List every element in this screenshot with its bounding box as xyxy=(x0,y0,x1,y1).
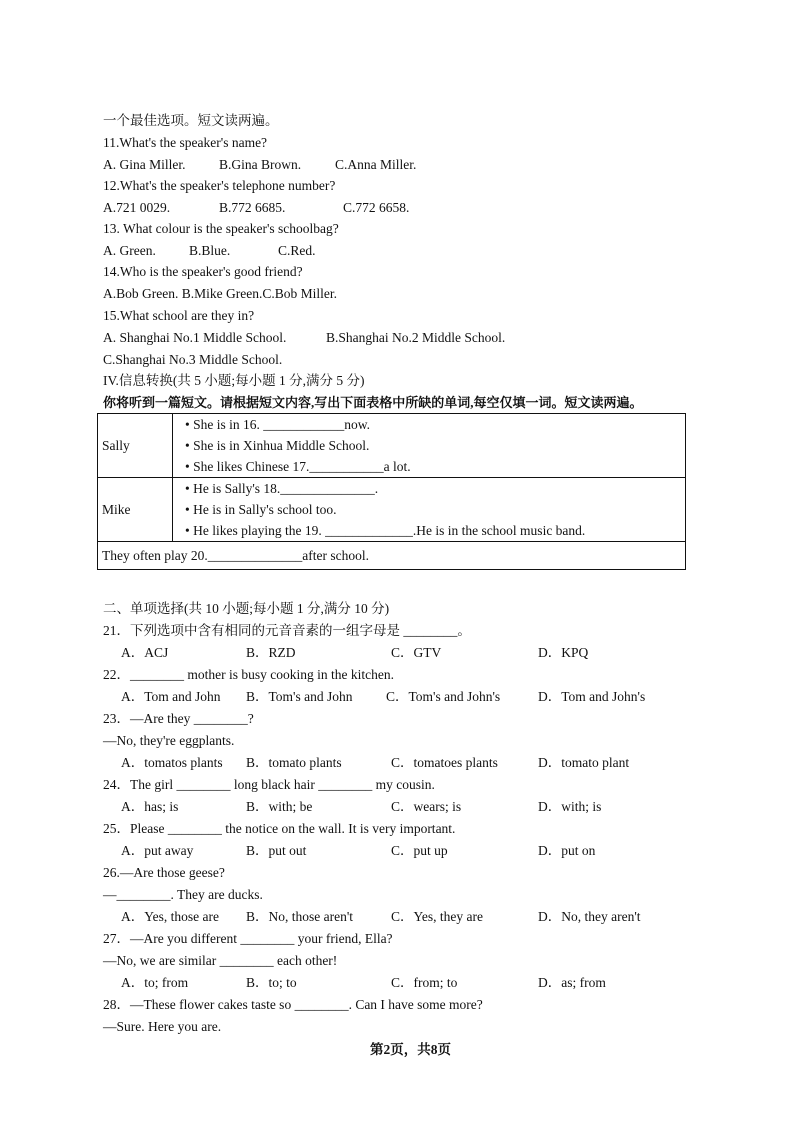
question-14: 14.Who is the speaker's good friend? xyxy=(103,264,303,279)
section4-title: IV.信息转换(共 5 小题;每小题 1 分,满分 5 分) xyxy=(103,373,365,388)
option-24d: D．with; is xyxy=(538,799,602,814)
row-items-sally xyxy=(173,414,686,478)
table-footer-row: They often play 20.______________after school. xyxy=(98,542,686,570)
option-11b: B.Gina Brown. xyxy=(219,157,302,172)
row-items-mike xyxy=(173,478,686,542)
info-table xyxy=(97,413,686,570)
option-15b: B.Shanghai No.2 Middle School. xyxy=(326,330,506,345)
listening-intro: 一个最佳选项。短文读两遍。 xyxy=(103,113,279,128)
table-item: • He is in Sally's school too. xyxy=(185,502,337,517)
option-23d: D．tomato plant xyxy=(538,755,630,770)
option-14: A.Bob Green. B.Mike Green.C.Bob Miller. xyxy=(103,286,337,301)
option-13c: C.Red. xyxy=(278,243,316,258)
table-row xyxy=(98,414,686,478)
table-item: • She is in 16. ____________now. xyxy=(185,417,370,432)
question-25: 25．Please ________ the notice on the wall. It is very important. xyxy=(103,821,456,836)
table-row xyxy=(98,478,686,542)
question-26: 26.—Are those geese? xyxy=(103,865,225,880)
table-item: • He is Sally's 18.______________. xyxy=(185,481,379,496)
section4-instruction: 你将听到一篇短文。请根据短文内容,写出下面表格中所缺的单词,每空仅填一词。短文读两遍。 xyxy=(103,395,643,410)
option-24c: C．wears; is xyxy=(391,799,462,814)
option-26b: B．No, those aren't xyxy=(246,909,354,924)
question-22: 22．________ mother is busy cooking in the kitchen. xyxy=(103,667,394,682)
question-24: 24．The girl ________ long black hair ________ my cousin. xyxy=(103,777,435,792)
option-25b: B．put out xyxy=(246,843,307,858)
option-26a: A．Yes, those are xyxy=(121,909,219,924)
question-21: 21．下列选项中含有相同的元音音素的一组字母是 ________。 xyxy=(103,623,471,638)
row-name-mike: Mike xyxy=(98,478,173,542)
option-27b: B．to; to xyxy=(246,975,297,990)
question-23: 23．—Are they ________? xyxy=(103,711,254,726)
option-24a: A．has; is xyxy=(121,799,179,814)
option-12a: A.721 0029. xyxy=(103,200,171,215)
table-item: • She is in Xinhua Middle School. xyxy=(185,438,370,453)
option-22c: C．Tom's and John's xyxy=(386,689,501,704)
page-number: 第2页，共8页 xyxy=(370,1042,451,1057)
option-27a: A．to; from xyxy=(121,975,189,990)
option-22a: A．Tom and John xyxy=(121,689,221,704)
question-27-response: —No, we are similar ________ each other! xyxy=(103,953,338,968)
option-24b: B．with; be xyxy=(246,799,313,814)
option-21c: C．GTV xyxy=(391,645,442,660)
option-26c: C．Yes, they are xyxy=(391,909,483,924)
option-11c: C.Anna Miller. xyxy=(335,157,417,172)
option-12b: B.772 6685. xyxy=(219,200,286,215)
option-22d: D．Tom and John's xyxy=(538,689,646,704)
question-28: 28．—These flower cakes taste so ________. Can I have some more? xyxy=(103,997,483,1012)
option-27d: D．as; from xyxy=(538,975,606,990)
option-22b: B．Tom's and John xyxy=(246,689,353,704)
option-27c: C．from; to xyxy=(391,975,458,990)
section2-title: 二、单项选择(共 10 小题;每小题 1 分,满分 10 分) xyxy=(103,601,390,616)
option-23a: A．tomatos plants xyxy=(121,755,223,770)
option-21a: A．ACJ xyxy=(121,645,169,660)
option-23c: C．tomatoes plants xyxy=(391,755,498,770)
option-25d: D．put on xyxy=(538,843,596,858)
option-15c: C.Shanghai No.3 Middle School. xyxy=(103,352,283,367)
table-item: • He likes playing the 19. _____________.He is in the school music band. xyxy=(185,523,586,538)
question-27: 27．—Are you different ________ your friend, Ella? xyxy=(103,931,393,946)
option-25c: C．put up xyxy=(391,843,448,858)
option-21b: B．RZD xyxy=(246,645,296,660)
option-13b: B.Blue. xyxy=(189,243,231,258)
option-21d: D．KPQ xyxy=(538,645,589,660)
option-25a: A．put away xyxy=(121,843,194,858)
option-13a: A. Green. xyxy=(103,243,156,258)
table-item: • She likes Chinese 17.___________a lot. xyxy=(185,459,411,474)
question-23-response: —No, they're eggplants. xyxy=(103,733,235,748)
row-name-sally: Sally xyxy=(98,414,173,478)
question-15: 15.What school are they in? xyxy=(103,308,255,323)
option-11a: A. Gina Miller. xyxy=(103,157,186,172)
question-11: 11.What's the speaker's name? xyxy=(103,135,268,150)
table-row xyxy=(98,542,686,570)
question-12: 12.What's the speaker's telephone number? xyxy=(103,178,336,193)
option-23b: B．tomato plants xyxy=(246,755,342,770)
option-12c: C.772 6658. xyxy=(343,200,410,215)
question-26-response: —________. They are ducks. xyxy=(103,887,263,902)
question-28-response: —Sure. Here you are. xyxy=(103,1019,222,1034)
option-26d: D．No, they aren't xyxy=(538,909,641,924)
question-13: 13. What colour is the speaker's schoolbag? xyxy=(103,221,339,236)
option-15a: A. Shanghai No.1 Middle School. xyxy=(103,330,287,345)
